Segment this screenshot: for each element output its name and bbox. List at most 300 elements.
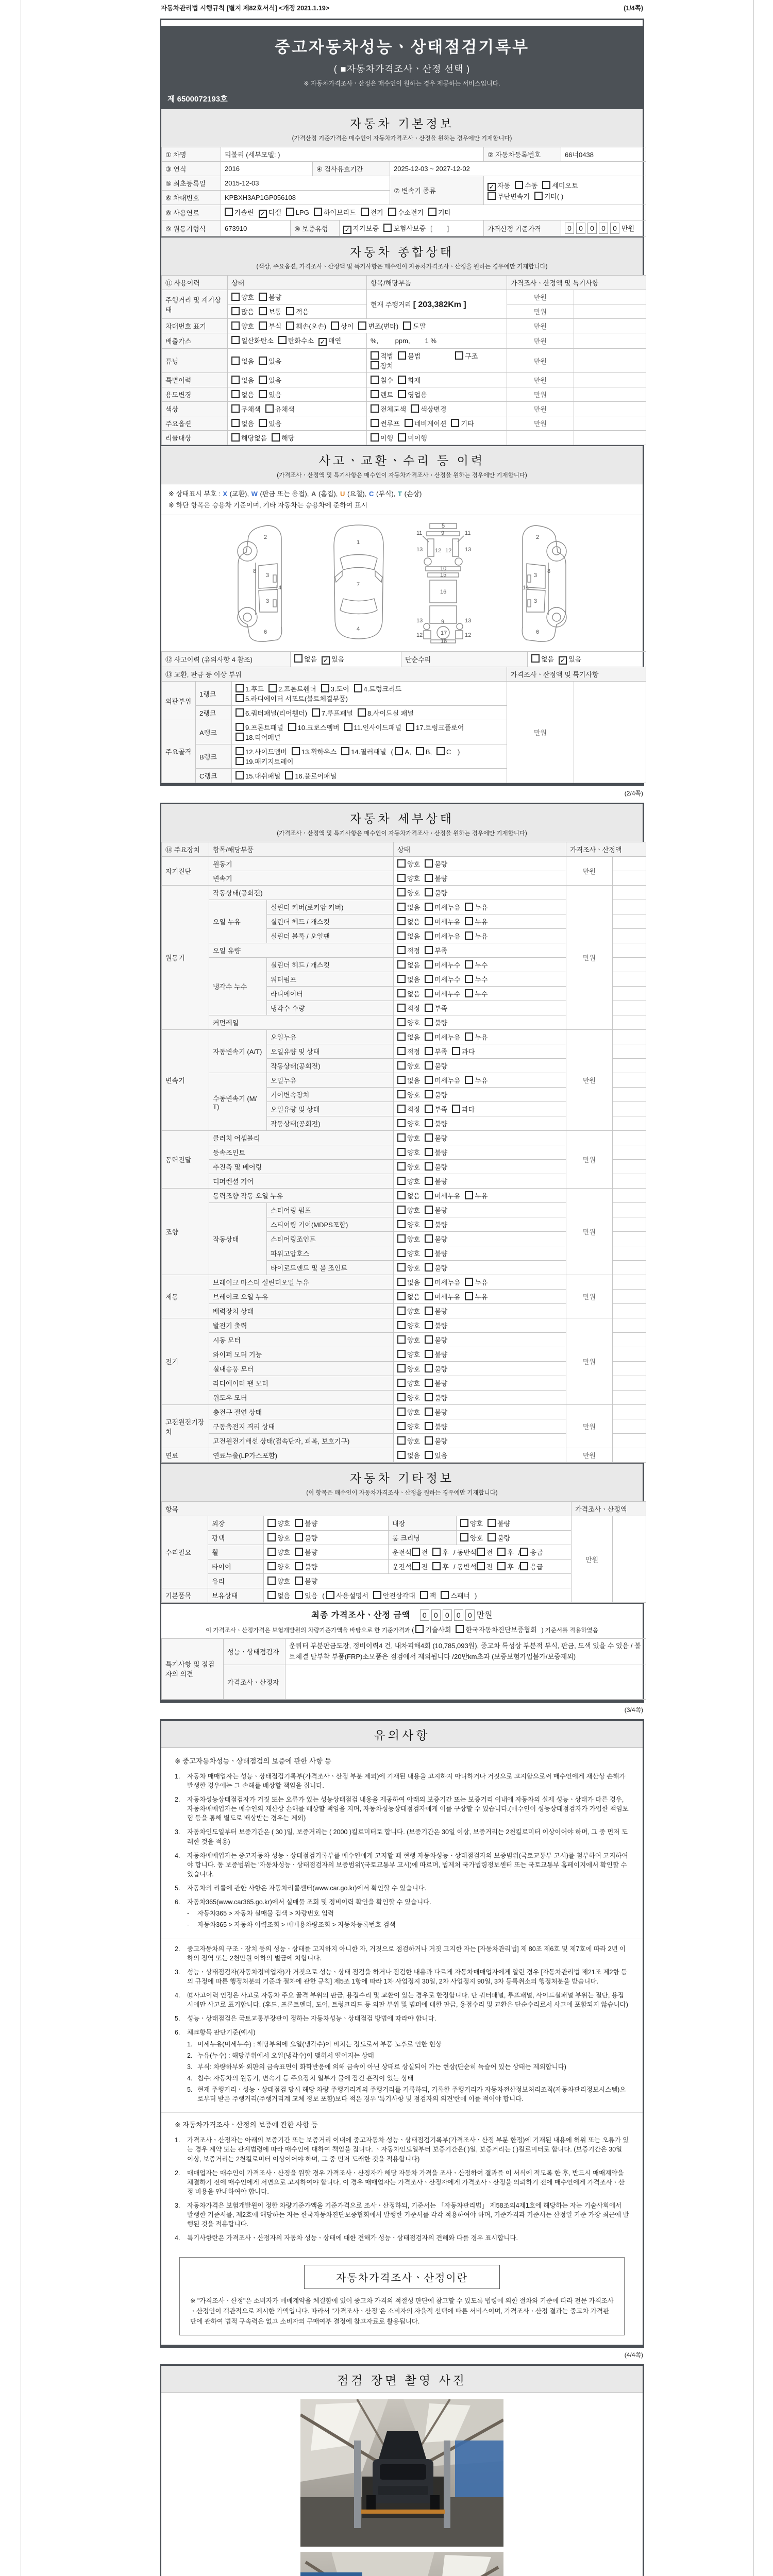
checkbox[interactable]: [371, 351, 379, 360]
table-row: [162, 290, 646, 304]
checkbox-option: [397, 1061, 420, 1071]
checkbox[interactable]: [397, 1032, 406, 1041]
checkbox[interactable]: [268, 684, 277, 692]
checkbox[interactable]: [425, 1307, 433, 1315]
checkbox-option: [397, 902, 420, 912]
checkbox-label: 있음: [268, 357, 282, 365]
checkbox[interactable]: [425, 1220, 433, 1228]
checkbox[interactable]: [341, 747, 349, 755]
checkbox[interactable]: [267, 1548, 276, 1556]
checkbox-option: [231, 356, 254, 366]
remark-cell: [613, 900, 646, 914]
checkbox[interactable]: [406, 723, 414, 731]
checkbox[interactable]: [425, 1393, 433, 1401]
tuning-options: [228, 349, 367, 373]
checkbox-option: [397, 1162, 420, 1172]
checkbox[interactable]: [231, 419, 240, 427]
checkbox[interactable]: [465, 903, 473, 911]
checkbox[interactable]: [397, 1364, 406, 1372]
checkbox-option: [383, 223, 426, 233]
checkbox[interactable]: [412, 1548, 420, 1556]
checkbox[interactable]: [460, 1533, 468, 1541]
checkbox[interactable]: [452, 1047, 460, 1055]
checkbox[interactable]: [425, 1018, 433, 1026]
checkbox[interactable]: [488, 1519, 496, 1527]
checkbox[interactable]: [425, 859, 433, 868]
checkbox[interactable]: [259, 307, 267, 315]
label-base-price: 가격산정 기준가격: [484, 221, 561, 236]
checkbox[interactable]: [398, 433, 406, 442]
inline-text: /: [518, 1549, 520, 1557]
checkbox[interactable]: [425, 1350, 433, 1358]
item-label: 브레이크 마스터 실린더오일 누유: [209, 1275, 394, 1290]
checkbox[interactable]: [397, 1076, 406, 1084]
checkbox[interactable]: [425, 1206, 433, 1214]
checkbox[interactable]: [397, 1408, 406, 1416]
checkbox[interactable]: [236, 708, 244, 717]
checkbox[interactable]: [397, 1436, 406, 1445]
checkbox[interactable]: [425, 1234, 433, 1243]
checkbox[interactable]: [397, 960, 406, 969]
checkbox[interactable]: ✓: [322, 656, 330, 665]
checkbox[interactable]: [405, 419, 413, 427]
service-note: ※ 자동차가격조사ㆍ산정은 매수인이 원하는 경우 제공하는 서비스입니다.: [304, 80, 500, 87]
checkbox[interactable]: [425, 1249, 433, 1257]
checkbox[interactable]: [231, 390, 240, 398]
checkbox[interactable]: [397, 1133, 406, 1142]
state-mark-c: C: [369, 490, 374, 498]
table-row: [162, 1665, 646, 1699]
checkbox[interactable]: [354, 684, 362, 692]
notice-subitem: [187, 2040, 629, 2049]
final-price-note: [161, 1624, 643, 1634]
checkbox[interactable]: [425, 1321, 433, 1329]
checkbox[interactable]: [295, 1562, 303, 1570]
checkbox[interactable]: [397, 1321, 406, 1329]
checkbox[interactable]: [371, 376, 379, 384]
checkbox[interactable]: [397, 1177, 406, 1185]
checkbox[interactable]: [432, 1562, 441, 1570]
checkbox-label: 양호: [407, 1062, 421, 1071]
checkbox[interactable]: [272, 433, 280, 442]
checkbox[interactable]: [285, 771, 293, 779]
checkbox[interactable]: [236, 694, 244, 702]
checkbox[interactable]: [425, 946, 433, 954]
notice-subitem-number: 3.: [187, 2063, 193, 2071]
checkbox[interactable]: [425, 975, 433, 983]
checkbox[interactable]: [425, 1119, 433, 1127]
checkbox[interactable]: [425, 1162, 433, 1171]
checkbox[interactable]: [371, 390, 379, 398]
checkbox[interactable]: [425, 1451, 433, 1459]
label-model-year: ③ 연식: [162, 162, 221, 176]
checkbox[interactable]: ✓: [488, 183, 496, 191]
checkbox[interactable]: [425, 1408, 433, 1416]
usage-change-options: [228, 387, 367, 402]
checkbox[interactable]: [312, 708, 320, 717]
checkbox-label: 미세누유: [434, 918, 461, 926]
checkbox[interactable]: [520, 1562, 528, 1570]
checkbox[interactable]: [236, 723, 244, 731]
checkbox[interactable]: [371, 361, 379, 369]
checkbox[interactable]: [231, 357, 240, 365]
checkbox-option: [425, 873, 447, 883]
checkbox[interactable]: [231, 404, 240, 413]
checkbox[interactable]: [397, 1047, 406, 1055]
notice-subitem: [187, 2062, 629, 2072]
item-label: 파워고압호스: [267, 1246, 394, 1261]
checkbox[interactable]: [397, 1451, 406, 1459]
checkbox[interactable]: [295, 1548, 303, 1556]
checkbox[interactable]: [425, 1278, 433, 1286]
checkbox[interactable]: [425, 1191, 433, 1199]
checkbox[interactable]: [371, 419, 379, 427]
inline-text: 운전석: [392, 1549, 412, 1557]
checkbox[interactable]: [292, 747, 300, 755]
checkbox[interactable]: [412, 1562, 420, 1570]
checkbox[interactable]: [358, 708, 366, 717]
svg-text:7: 7: [357, 582, 360, 588]
checkbox[interactable]: [460, 1519, 468, 1527]
checkbox[interactable]: [295, 1577, 303, 1585]
checkbox[interactable]: [395, 747, 403, 755]
checkbox[interactable]: [397, 1004, 406, 1012]
table-row: [162, 886, 646, 900]
checkbox[interactable]: [425, 1422, 433, 1430]
checkbox-option: [425, 1292, 460, 1301]
digit-box: 0: [565, 223, 574, 234]
checkbox-option: [371, 351, 393, 361]
checkbox[interactable]: [497, 1548, 506, 1556]
checkbox[interactable]: [441, 1591, 449, 1599]
checkbox[interactable]: [465, 1191, 473, 1199]
checkbox[interactable]: [465, 960, 473, 969]
checkbox[interactable]: [331, 321, 339, 330]
section-photos: [161, 2366, 643, 2393]
checkbox[interactable]: [425, 1061, 433, 1070]
checkbox-option: [425, 1046, 447, 1056]
subgroup-label: 수동변속기 (M/T): [209, 1073, 267, 1131]
checkbox[interactable]: [425, 989, 433, 997]
checkbox-option: [259, 207, 281, 218]
checkbox[interactable]: [231, 293, 240, 301]
checkbox[interactable]: [411, 404, 419, 413]
checkbox[interactable]: [259, 321, 267, 330]
checkbox[interactable]: [288, 723, 296, 731]
notice-item: [175, 1851, 629, 1879]
checkbox[interactable]: [465, 931, 473, 940]
checkbox[interactable]: [425, 903, 433, 911]
checkbox-label: 18.리어패널: [245, 734, 281, 742]
checkbox[interactable]: [397, 1148, 406, 1156]
checkbox[interactable]: [465, 975, 473, 983]
device-group-label: 전기: [162, 1318, 209, 1405]
checkbox[interactable]: [425, 1047, 433, 1055]
checkbox[interactable]: [425, 1105, 433, 1113]
checkbox[interactable]: [267, 1519, 276, 1527]
checkbox[interactable]: [398, 390, 406, 398]
device-group-label: 조향: [162, 1189, 209, 1275]
checkbox[interactable]: [231, 433, 240, 442]
checkbox[interactable]: [259, 419, 267, 427]
checkbox[interactable]: [397, 917, 406, 925]
checkbox[interactable]: [397, 888, 406, 896]
checkbox[interactable]: [465, 1032, 473, 1041]
item-label: 등속조인트: [209, 1145, 394, 1160]
checkbox-label: 3.도어: [330, 685, 349, 693]
checkbox[interactable]: [236, 733, 244, 741]
checkbox[interactable]: [420, 1591, 428, 1599]
checkbox[interactable]: [465, 1076, 473, 1084]
checkbox[interactable]: [425, 1090, 433, 1098]
checkbox[interactable]: [425, 1436, 433, 1445]
simple-repair-options: [528, 652, 646, 667]
document-column: [160, 0, 644, 2576]
section-title: 자동차 기타정보: [350, 1471, 454, 1485]
checkbox-option: [425, 1393, 447, 1402]
notice-subitem-text: 부식: 차량하부와 외판의 금속표면이 화학반응에 의해 금속이 아닌 상태로 상실되어 가는 현상(단순히 녹슬어 있는 상태는 제외합니다): [197, 2063, 566, 2071]
checkbox[interactable]: [397, 989, 406, 997]
checkbox-label: 장치: [380, 362, 394, 370]
checkbox[interactable]: [397, 1162, 406, 1171]
checkbox[interactable]: [231, 321, 240, 330]
checkbox[interactable]: [321, 684, 329, 692]
color-options: [228, 402, 367, 416]
remark-cell: [613, 1059, 646, 1073]
inline-text: (: [391, 748, 395, 756]
table-row: [162, 373, 646, 387]
checkbox[interactable]: [432, 1548, 441, 1556]
checkbox[interactable]: [259, 357, 267, 365]
checkbox[interactable]: [452, 1105, 460, 1113]
checkbox[interactable]: [314, 208, 322, 216]
notice-item-number: 4.: [175, 1992, 180, 1999]
checkbox[interactable]: [531, 654, 540, 663]
checkbox[interactable]: [397, 1393, 406, 1401]
notice-item-number: 5.: [175, 1885, 180, 1892]
checkbox[interactable]: [397, 1249, 406, 1257]
checkbox[interactable]: [456, 1625, 464, 1633]
checkbox[interactable]: [425, 960, 433, 969]
checkbox[interactable]: [236, 771, 244, 779]
checkbox[interactable]: [425, 1335, 433, 1344]
checkbox[interactable]: [397, 1206, 406, 1214]
checkbox[interactable]: [236, 684, 244, 692]
checkbox[interactable]: [455, 351, 463, 360]
checkbox[interactable]: [397, 874, 406, 882]
checkbox[interactable]: [397, 1263, 406, 1272]
state-options: [394, 1189, 566, 1203]
checkbox[interactable]: [398, 351, 406, 360]
checkbox[interactable]: [465, 989, 473, 997]
checkbox[interactable]: [425, 1379, 433, 1387]
checkbox[interactable]: [425, 1177, 433, 1185]
checkbox[interactable]: [231, 376, 240, 384]
checkbox[interactable]: [397, 1220, 406, 1228]
checkbox-option: [321, 684, 349, 693]
checkbox[interactable]: [428, 208, 436, 216]
device-group-label: 연료: [162, 1448, 209, 1463]
state-options: [394, 1088, 566, 1102]
checkbox[interactable]: [425, 1004, 433, 1012]
checkbox[interactable]: [397, 1119, 406, 1127]
checkbox[interactable]: [425, 888, 433, 896]
checkbox[interactable]: [465, 917, 473, 925]
checkbox-label: 불량: [434, 1437, 448, 1446]
checkbox[interactable]: [231, 307, 240, 315]
page-meta: [160, 0, 644, 19]
remark-cell: [574, 416, 646, 431]
price-cell: 만원: [507, 373, 574, 387]
notice-item-text: 자동차인도일부터 보증기간은 ( 30 )일, 보증거리는 ( 2000 )킬로미터로 합니다. (보증기간은 30일 이상, 보증거리는 2천킬로미터 이상이어야 하며, 그 중 먼저 도래한 것을 적용): [187, 1828, 628, 1845]
checkbox[interactable]: [397, 903, 406, 911]
checkbox[interactable]: [286, 307, 294, 315]
checkbox[interactable]: [425, 1133, 433, 1142]
checkbox[interactable]: [425, 1364, 433, 1372]
checkbox[interactable]: [497, 1562, 506, 1570]
checkbox[interactable]: [397, 1018, 406, 1026]
checkbox-label: 17.트렁크플로어: [415, 724, 464, 732]
checkbox[interactable]: [388, 208, 396, 216]
checkbox-option: [411, 404, 446, 414]
checkbox-label: 양호: [277, 1534, 291, 1543]
checkbox[interactable]: [259, 293, 267, 301]
checkbox[interactable]: [295, 1591, 303, 1599]
checkbox[interactable]: [425, 1148, 433, 1156]
checkbox-option: [425, 1003, 447, 1013]
checkbox[interactable]: [488, 1533, 496, 1541]
checkbox-option: [395, 747, 411, 756]
section-title: 점검 장면 촬영 사진: [337, 2373, 467, 2387]
checkbox[interactable]: [259, 376, 267, 384]
checkbox[interactable]: [326, 1591, 334, 1599]
checkbox[interactable]: [267, 1591, 276, 1599]
checkbox[interactable]: [397, 975, 406, 983]
checkbox[interactable]: [425, 1263, 433, 1272]
checkbox[interactable]: [425, 917, 433, 925]
checkbox[interactable]: [397, 1335, 406, 1344]
checkbox[interactable]: [397, 1061, 406, 1070]
checkbox[interactable]: [397, 1292, 406, 1300]
checkbox[interactable]: [358, 321, 366, 330]
checkbox[interactable]: [371, 404, 379, 413]
col-item: 항목: [162, 1502, 572, 1516]
checkbox[interactable]: [397, 946, 406, 954]
checkbox[interactable]: [236, 747, 244, 755]
notice-subitem-text: 침수: 자동차의 원동기, 변속기 등 주요장치 일부가 물에 잠긴 흔적이 있는 상태: [197, 2074, 414, 2082]
checkbox[interactable]: [278, 336, 287, 344]
checkbox[interactable]: [436, 747, 445, 755]
checkbox[interactable]: [425, 1292, 433, 1300]
interior-options: [457, 1516, 572, 1531]
checkbox[interactable]: [383, 224, 392, 232]
checkbox[interactable]: [397, 1422, 406, 1430]
checkbox-label: 기타: [461, 420, 474, 428]
checkbox[interactable]: [534, 192, 543, 200]
checkbox[interactable]: [515, 181, 523, 189]
checkbox-option: [343, 223, 379, 234]
checkbox[interactable]: [259, 390, 267, 398]
checkbox-label: 없음: [407, 1033, 421, 1042]
checkbox[interactable]: [451, 419, 459, 427]
checkbox[interactable]: [231, 336, 240, 344]
row-label-special-history: 특별이력: [162, 373, 228, 387]
checkbox[interactable]: [397, 1191, 406, 1199]
checkbox[interactable]: [397, 1105, 406, 1113]
checkbox[interactable]: [295, 1533, 303, 1541]
checkbox[interactable]: [415, 1625, 424, 1633]
checkbox-label: 양호: [277, 1578, 291, 1586]
checkbox[interactable]: [425, 874, 433, 882]
checkbox[interactable]: [361, 208, 369, 216]
checkbox[interactable]: [397, 1234, 406, 1243]
car-diagram-right-side: [499, 521, 576, 644]
diagram-note: ※ 하단 항목은 승용차 기준이며, 기타 자동차는 승용차에 준하여 표시: [169, 501, 368, 510]
checkbox-label: 화재: [408, 377, 421, 384]
checkbox[interactable]: [477, 1562, 485, 1570]
item-label: 시동 모터: [209, 1333, 394, 1347]
checkbox[interactable]: [295, 1519, 303, 1527]
checkbox[interactable]: ✓: [343, 226, 351, 234]
section-title: 사고ㆍ교환ㆍ수리 등 이력: [318, 454, 485, 467]
checkbox[interactable]: [286, 208, 294, 216]
svg-text:8: 8: [547, 568, 551, 575]
checkbox[interactable]: [425, 1032, 433, 1041]
checkbox[interactable]: [286, 321, 294, 330]
checkbox[interactable]: ✓: [259, 210, 267, 218]
checkbox[interactable]: [267, 1577, 276, 1585]
checkbox[interactable]: [397, 1278, 406, 1286]
checkbox[interactable]: [398, 376, 406, 384]
remark-cell: [613, 1116, 646, 1131]
checkbox[interactable]: [267, 1562, 276, 1570]
checkbox[interactable]: [397, 1379, 406, 1387]
checkbox[interactable]: [397, 1350, 406, 1358]
checkbox[interactable]: [397, 931, 406, 940]
checkbox[interactable]: [225, 208, 233, 216]
checkbox[interactable]: [371, 433, 379, 442]
checkbox[interactable]: [477, 1548, 485, 1556]
price-cell: 만원: [507, 682, 574, 783]
checkbox[interactable]: [416, 747, 424, 755]
checkbox[interactable]: [373, 1591, 381, 1599]
checkbox[interactable]: [488, 192, 496, 200]
checkbox-option: [432, 1547, 449, 1557]
checkbox[interactable]: [397, 1307, 406, 1315]
checkbox[interactable]: [265, 404, 274, 413]
checkbox[interactable]: [236, 757, 244, 765]
price-cell: 만원: [507, 349, 574, 373]
checkbox[interactable]: [344, 723, 352, 731]
checkbox[interactable]: ✓: [559, 656, 567, 665]
checkbox[interactable]: [425, 1076, 433, 1084]
checkbox-option: [460, 1533, 483, 1543]
checkbox[interactable]: [465, 1278, 473, 1286]
checkbox[interactable]: [294, 654, 303, 663]
checkbox[interactable]: [397, 859, 406, 868]
checkbox[interactable]: [425, 931, 433, 940]
checkbox[interactable]: [267, 1533, 276, 1541]
checkbox[interactable]: [397, 1090, 406, 1098]
basic-item-options: [264, 1588, 572, 1603]
checkbox[interactable]: [403, 321, 411, 330]
checkbox[interactable]: [520, 1548, 528, 1556]
mileage-state-2: [228, 304, 367, 319]
checkbox[interactable]: [542, 181, 550, 189]
checkbox[interactable]: [465, 1292, 473, 1300]
checkbox-label: 없음: [407, 904, 421, 912]
checkbox[interactable]: ✓: [318, 338, 327, 346]
